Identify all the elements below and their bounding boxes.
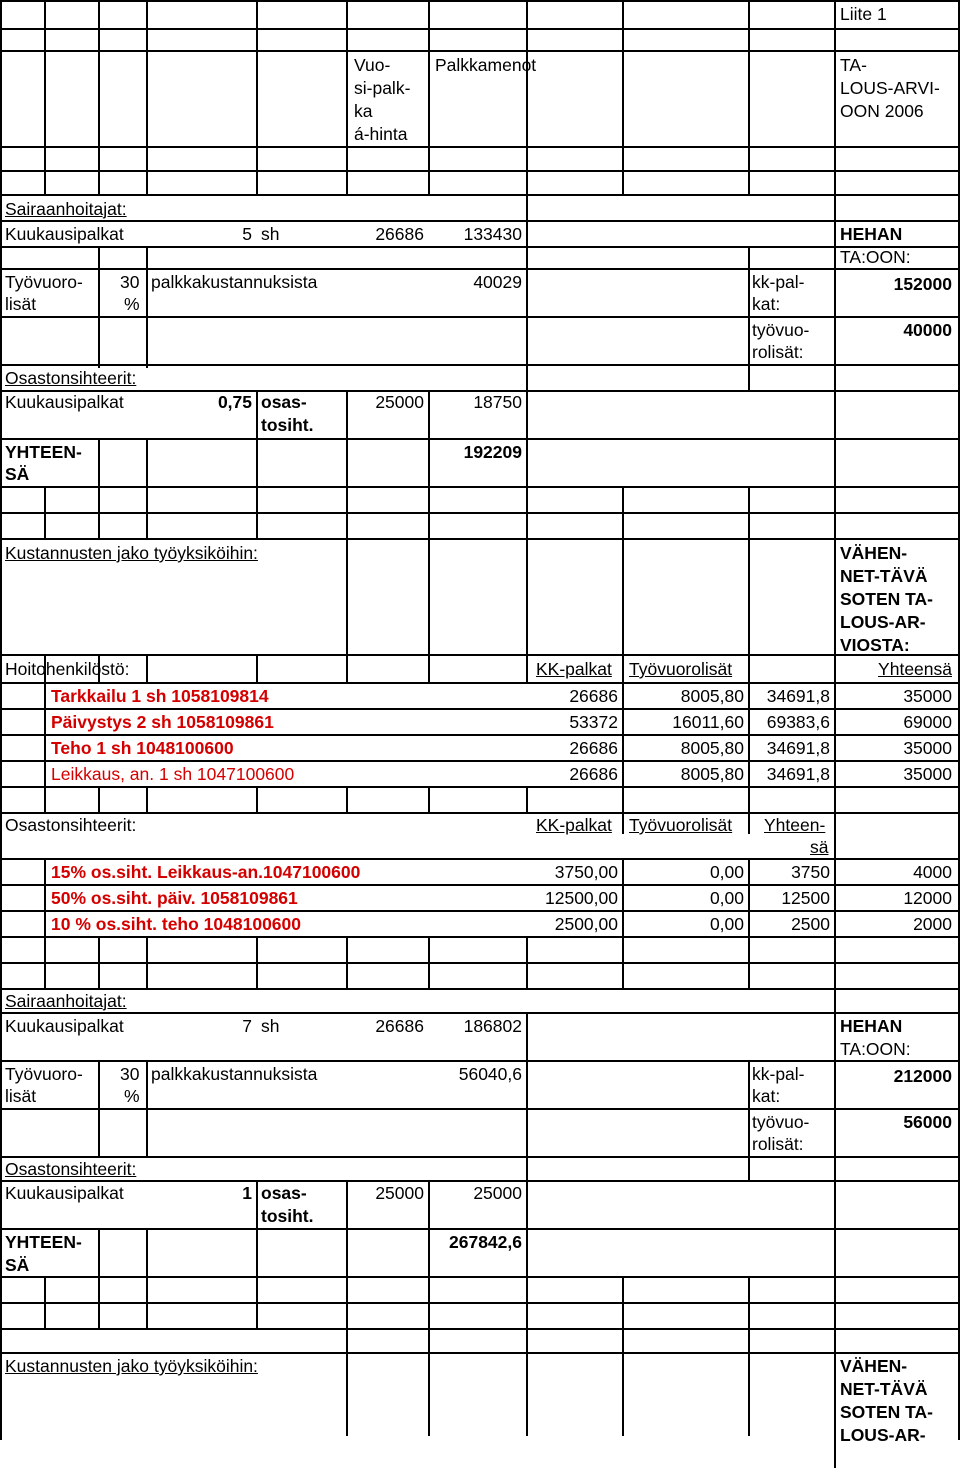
nurse-rate: 26686 [375, 1016, 424, 1036]
unit-name: Teho 1 sh 1048100600 [51, 738, 234, 758]
shift-allowance-budget-label: rolisät: [752, 1134, 804, 1154]
kk-value: 2500,00 [554, 914, 618, 934]
shift-allowances-label: Työvuoro- [5, 272, 83, 292]
kk-value: 12500,00 [545, 888, 618, 908]
appendix-label: Liite 1 [840, 4, 887, 24]
monthly-salaries-label: Kuukausipalkat [5, 1016, 124, 1036]
kk-value: 26686 [569, 764, 618, 784]
secretary-unit: tosiht. [261, 415, 314, 435]
secretary-rate: 25000 [375, 1183, 424, 1203]
col-total: Yhteen- [764, 815, 826, 835]
budget-value: 4000 [913, 862, 952, 882]
deductible-budget-label: LOUS-AR- [840, 612, 926, 632]
total-value: 12500 [781, 888, 830, 908]
total-value: 2500 [791, 914, 830, 934]
deductible-budget-label: SOTEN TA- [840, 1402, 934, 1422]
kk-value: 53372 [569, 712, 618, 732]
total-value: 267842,6 [449, 1232, 522, 1252]
deductible-budget-label: NET-TÄVÄ [840, 1379, 928, 1399]
nurse-count: 7 [242, 1016, 252, 1036]
col-total: sä [810, 837, 829, 857]
secretary-count: 0,75 [217, 392, 252, 412]
kk-salaries-label: kk-pal- [752, 1064, 805, 1084]
unit-name: 10 % os.siht. teho 1048100600 [51, 914, 301, 934]
col-kk-salaries: KK-palkat [536, 815, 612, 835]
deductible-budget-label: SOTEN TA- [840, 589, 934, 609]
of-wage-costs-label: palkkakustannuksista [151, 1064, 318, 1084]
secretary-unit: osas- [261, 392, 307, 412]
kk-salaries-value: 212000 [893, 1066, 952, 1086]
hehan-budget-label: HEHAN [840, 224, 903, 244]
secretary-rate: 25000 [375, 392, 424, 412]
budget-value: 35000 [903, 738, 952, 758]
monthly-salaries-label: Kuukausipalkat [5, 1183, 124, 1203]
shift-value: 8005,80 [680, 686, 744, 706]
hehan-budget-label: TA:OON: [840, 247, 911, 267]
nurse-count: 5 [242, 224, 252, 244]
monthly-salaries-label: Kuukausipalkat [5, 392, 124, 412]
budget-value: 35000 [903, 764, 952, 784]
budget-2006-header: LOUS-ARVI- [840, 78, 940, 98]
hourly-rate-header: ka [354, 101, 373, 121]
secretary-count: 1 [242, 1183, 252, 1203]
unit-name: Leikkaus, an. 1 sh 1047100600 [51, 764, 295, 784]
wage-costs-header: Palkkamenot [435, 55, 537, 75]
shift-allowance-budget-label: työvuo- [752, 320, 810, 340]
unit-name: Tarkkailu 1 sh 1058109814 [51, 686, 269, 706]
kk-value: 26686 [569, 738, 618, 758]
kk-salaries-label: kat: [752, 1086, 781, 1106]
nurse-unit: sh [261, 224, 280, 244]
kk-salaries-label: kk-pal- [752, 272, 805, 292]
unit-name: 15% os.siht. Leikkaus-an.1047100600 [51, 862, 361, 882]
nurse-unit: sh [261, 1016, 280, 1036]
deductible-budget-label: NET-TÄVÄ [840, 566, 928, 586]
secretary-unit: osas- [261, 1183, 307, 1203]
shift-allowances-label: lisät [5, 1086, 37, 1106]
budget-2006-header: TA- [840, 55, 867, 75]
total-label: YHTEEN- [5, 442, 82, 462]
shift-value: 16011,60 [672, 712, 744, 732]
monthly-salaries-label: Kuukausipalkat [5, 224, 124, 244]
hehan-budget-label: TA:OON: [840, 1039, 911, 1059]
secretary-amount: 25000 [473, 1183, 522, 1203]
shift-allowance-budget-value: 40000 [903, 320, 952, 340]
shift-allowances-label: lisät [5, 294, 37, 314]
hourly-rate-header: Vuo- [354, 55, 391, 75]
shift-value: 0,00 [709, 914, 744, 934]
shift-value: 0,00 [709, 862, 744, 882]
percent-sign: % [124, 1086, 140, 1106]
deductible-budget-label: LOUS-AR- [840, 1425, 926, 1445]
hourly-rate-header: á-hinta [354, 124, 408, 144]
budget-value: 69000 [903, 712, 952, 732]
cost-allocation-heading: Kustannusten jako työyksiköihin: [5, 1356, 258, 1376]
of-wage-costs-label: palkkakustannuksista [151, 272, 318, 292]
nursing-staff-heading: Hoitohenkilöstö: [5, 659, 130, 679]
unit-name: 50% os.siht. päiv. 1058109861 [51, 888, 298, 908]
kk-value: 26686 [569, 686, 618, 706]
nurse-wage-amount: 133430 [463, 224, 522, 244]
budget-2006-header: OON 2006 [840, 101, 924, 121]
total-value: 34691,8 [766, 738, 830, 758]
nurse-wage-amount: 186802 [463, 1016, 522, 1036]
total-value: 3750 [791, 862, 830, 882]
shift-allowance-budget-label: työvuo- [752, 1112, 810, 1132]
shift-value: 0,00 [709, 888, 744, 908]
percent-value: 30 [120, 1064, 140, 1084]
ward-secretaries-heading: Osastonsihteerit: [5, 815, 137, 835]
shift-value: 8005,80 [680, 738, 744, 758]
col-shift-allowances: Työvuorolisät [629, 815, 733, 835]
budget-value: 35000 [903, 686, 952, 706]
unit-name: Päivystys 2 sh 1058109861 [51, 712, 274, 732]
col-shift-allowances: Työvuorolisät [629, 659, 733, 679]
kk-value: 3750,00 [554, 862, 618, 882]
total-label: SÄ [5, 464, 30, 484]
total-value: 34691,8 [766, 686, 830, 706]
ward-secretaries-heading: Osastonsihteerit: [5, 1159, 137, 1179]
shift-amount: 40029 [473, 272, 522, 292]
shift-value: 8005,80 [680, 764, 744, 784]
total-label: SÄ [5, 1255, 30, 1275]
secretary-amount: 18750 [473, 392, 522, 412]
cost-allocation-heading: Kustannusten jako työyksiköihin: [5, 543, 258, 563]
col-total: Yhteensä [878, 659, 952, 679]
col-kk-salaries: KK-palkat [536, 659, 612, 679]
shift-allowances-label: Työvuoro- [5, 1064, 83, 1084]
budget-value: 12000 [903, 888, 952, 908]
budget-value: 2000 [913, 914, 952, 934]
deductible-budget-label: VÄHEN- [840, 543, 908, 563]
shift-allowance-budget-label: rolisät: [752, 342, 804, 362]
nurse-rate: 26686 [375, 224, 424, 244]
nurses-heading: Sairaanhoitajat: [5, 991, 127, 1011]
total-value: 34691,8 [766, 764, 830, 784]
percent-value: 30 [120, 272, 140, 292]
total-value: 192209 [463, 442, 522, 462]
shift-amount: 56040,6 [458, 1064, 522, 1084]
total-label: YHTEEN- [5, 1232, 82, 1252]
shift-allowance-budget-value: 56000 [903, 1112, 952, 1132]
hehan-budget-label: HEHAN [840, 1016, 903, 1036]
hourly-rate-header: si-palk- [354, 78, 411, 98]
deductible-budget-label: VÄHEN- [840, 1356, 908, 1376]
nurses-heading: Sairaanhoitajat: [5, 199, 127, 219]
percent-sign: % [124, 294, 140, 314]
ward-secretaries-heading: Osastonsihteerit: [5, 368, 137, 388]
total-value: 69383,6 [766, 712, 830, 732]
kk-salaries-value: 152000 [893, 274, 952, 294]
deductible-budget-label: VIOSTA: [840, 635, 910, 655]
secretary-unit: tosiht. [261, 1206, 314, 1226]
kk-salaries-label: kat: [752, 294, 781, 314]
